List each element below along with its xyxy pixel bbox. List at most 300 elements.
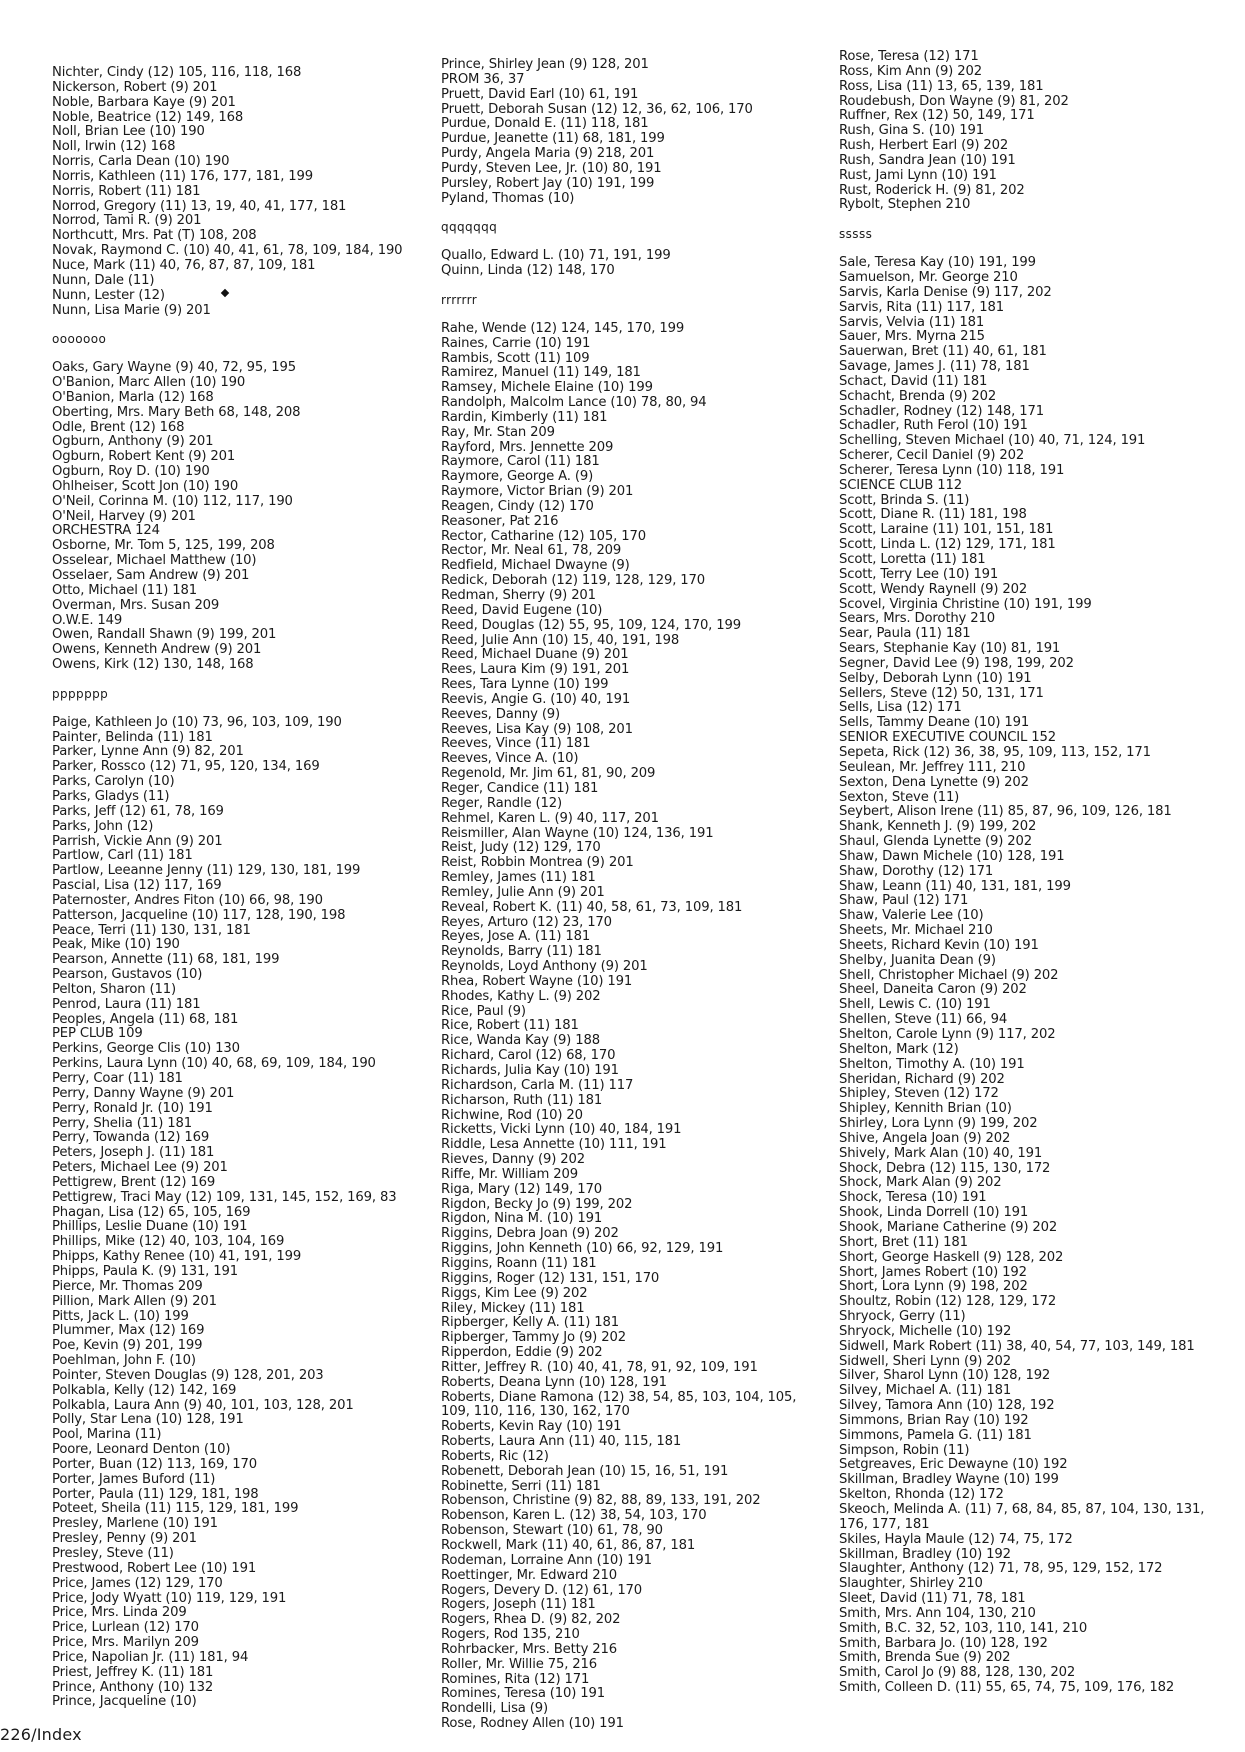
index-entry: Shellen, Steve (11) 66, 94 xyxy=(839,1012,1008,1028)
index-entry: Shock, Debra (12) 115, 130, 172 xyxy=(839,1160,1051,1176)
index-entry: Redick, Deborah (12) 119, 128, 129, 170 xyxy=(441,573,705,589)
index-entry: Reger, Candice (11) 181 xyxy=(441,780,599,796)
index-entry: Owen, Randall Shawn (9) 199, 201 xyxy=(52,627,277,643)
index-entry: Rector, Catharine (12) 105, 170 xyxy=(441,528,646,544)
index-entry: Purdy, Angela Maria (9) 218, 201 xyxy=(441,146,655,162)
index-entry: Randolph, Malcolm Lance (10) 78, 80, 94 xyxy=(441,395,707,411)
index-entry: Partlow, Carl (11) 181 xyxy=(52,848,193,864)
index-entry: Seybert, Alison Irene (11) 85, 87, 96, 109, 126, 181 xyxy=(839,804,1172,820)
index-entry: Rust, Jami Lynn (10) 191 xyxy=(839,167,997,183)
index-entry: Patterson, Jacqueline (10) 117, 128, 190, 198 xyxy=(52,907,346,923)
index-entry: Norrod, Tami R. (9) 201 xyxy=(52,213,202,229)
index-entry: Price, Mrs. Marilyn 209 xyxy=(52,1635,199,1651)
index-entry: Sear, Paula (11) 181 xyxy=(839,626,971,642)
index-entry: Polly, Star Lena (10) 128, 191 xyxy=(52,1412,244,1428)
index-entry: Reveal, Robert K. (11) 40, 58, 61, 73, 109, 181 xyxy=(441,899,743,915)
index-entry: Reyes, Jose A. (11) 181 xyxy=(441,929,591,945)
index-entry: Poteet, Sheila (11) 115, 129, 181, 199 xyxy=(52,1501,299,1517)
index-entry: Reyes, Arturo (12) 23, 170 xyxy=(441,914,612,930)
index-entry: Shelton, Timothy A. (10) 191 xyxy=(839,1056,1025,1072)
index-entry: O'Neil, Corinna M. (10) 112, 117, 190 xyxy=(52,493,293,509)
index-entry: Smith, Carol Jo (9) 88, 128, 130, 202 xyxy=(839,1665,1076,1681)
index-entry: Rose, Teresa (12) 171 xyxy=(839,49,979,64)
index-entry: Shive, Angela Joan (9) 202 xyxy=(839,1130,1011,1146)
index-entry: Rybolt, Stephen 210 xyxy=(839,197,971,213)
index-entry: Short, Lora Lynn (9) 198, 202 xyxy=(839,1279,1028,1295)
index-entry: Schelling, Steven Michael (10) 40, 71, 124, 191 xyxy=(839,433,1146,449)
index-entry: Roberts, Kevin Ray (10) 191 xyxy=(441,1419,622,1435)
index-entry: Sarvis, Karla Denise (9) 117, 202 xyxy=(839,284,1052,300)
index-entry: Norris, Carla Dean (10) 190 xyxy=(52,154,230,170)
section-letter-header: ppppppp xyxy=(52,686,109,701)
index-entry: Phillips, Leslie Duane (10) 191 xyxy=(52,1219,248,1235)
index-entry: Pascial, Lisa (12) 117, 169 xyxy=(52,878,222,894)
index-entry: Shelton, Mark (12) xyxy=(839,1041,959,1057)
index-entry: Noble, Barbara Kaye (9) 201 xyxy=(52,94,236,110)
index-entry: Pointer, Steven Douglas (9) 128, 201, 203 xyxy=(52,1367,324,1383)
index-entry: Scott, Terry Lee (10) 191 xyxy=(839,566,999,582)
index-entry: Rogers, Devery D. (12) 61, 170 xyxy=(441,1582,643,1598)
index-entry: Sellers, Steve (12) 50, 131, 171 xyxy=(839,685,1044,701)
index-entry: Price, Napolian Jr. (11) 181, 94 xyxy=(52,1649,249,1665)
index-entry: Reeves, Danny (9) xyxy=(441,706,561,722)
index-entry: Shaw, Leann (11) 40, 131, 181, 199 xyxy=(839,878,1071,894)
index-entry: Parks, Carolyn (10) xyxy=(52,774,175,790)
index-entry: Riggins, Roann (11) 181 xyxy=(441,1255,597,1271)
index-entry: Sheets, Richard Kevin (10) 191 xyxy=(839,937,1039,953)
index-entry: Ramsey, Michele Elaine (10) 199 xyxy=(441,380,653,396)
index-entry: Parks, Gladys (11) xyxy=(52,788,170,804)
index-entry: ORCHESTRA 124 xyxy=(52,523,160,539)
index-entry: Partlow, Leeanne Jenny (11) 129, 130, 181, 199 xyxy=(52,863,361,879)
index-entry: Sears, Mrs. Dorothy 210 xyxy=(839,611,995,627)
index-entry: Rohrbacker, Mrs. Betty 216 xyxy=(441,1641,618,1657)
index-entry: Pettigrew, Brent (12) 169 xyxy=(52,1174,216,1190)
index-entry: Peoples, Angela (11) 68, 181 xyxy=(52,1011,239,1027)
index-entry: Novak, Raymond C. (10) 40, 41, 61, 78, 109, 184, 190 xyxy=(52,243,403,259)
index-entry: Price, Lurlean (12) 170 xyxy=(52,1620,199,1636)
index-entry: Sheets, Mr. Michael 210 xyxy=(839,923,993,939)
index-entry: Perry, Towanda (12) 169 xyxy=(52,1130,210,1146)
index-entry: Reist, Robbin Montrea (9) 201 xyxy=(441,855,634,871)
index-entry: Roudebush, Don Wayne (9) 81, 202 xyxy=(839,93,1069,109)
index-entry: Ross, Lisa (11) 13, 65, 139, 181 xyxy=(839,78,1044,94)
index-entry: Presley, Steve (11) xyxy=(52,1546,174,1561)
index-entry: Skillman, Bradley (10) 192 xyxy=(839,1546,1011,1562)
index-entry: Ripberger, Kelly A. (11) 181 xyxy=(441,1315,619,1331)
index-entry: Shaw, Valerie Lee (10) xyxy=(839,908,984,924)
index-entry: Phillips, Mike (12) 40, 103, 104, 169 xyxy=(52,1234,285,1250)
index-entry: Priest, Jeffrey K. (11) 181 xyxy=(52,1664,214,1680)
index-entry: Rees, Tara Lynne (10) 199 xyxy=(441,677,609,693)
index-entry: Rehmel, Karen L. (9) 40, 117, 201 xyxy=(441,810,659,826)
index-entry: Simpson, Robin (11) xyxy=(839,1442,970,1458)
index-entry: Sarvis, Velvia (11) 181 xyxy=(839,314,985,330)
index-entry: Raymore, George A. (9) xyxy=(441,469,594,485)
index-entry: Sale, Teresa Kay (10) 191, 199 xyxy=(839,255,1036,271)
index-entry: SCIENCE CLUB 112 xyxy=(839,477,962,493)
index-entry: Sears, Stephanie Kay (10) 81, 191 xyxy=(839,641,1061,657)
index-entry: Oaks, Gary Wayne (9) 40, 72, 95, 195 xyxy=(52,360,296,376)
index-entry: Ricketts, Vicki Lynn (10) 40, 184, 191 xyxy=(441,1122,682,1138)
index-entry: Purdue, Donald E. (11) 118, 181 xyxy=(441,116,649,132)
index-entry: Reevis, Angie G. (10) 40, 191 xyxy=(441,691,631,707)
index-entry: Price, James (12) 129, 170 xyxy=(52,1575,223,1591)
index-entry: Reed, Julie Ann (10) 15, 40, 191, 198 xyxy=(441,632,680,648)
index-entry: Setgreaves, Eric Dewayne (10) 192 xyxy=(839,1457,1068,1473)
index-entry: Slaughter, Anthony (12) 71, 78, 95, 129, 152, 172 xyxy=(839,1561,1163,1577)
index-entry: Pearson, Gustavos (10) xyxy=(52,967,203,983)
index-entry: Nunn, Dale (11) xyxy=(52,272,155,288)
index-entry: Ogburn, Anthony (9) 201 xyxy=(52,434,214,450)
index-entry: Schact, David (11) 181 xyxy=(839,373,988,389)
index-entry: Smith, Colleen D. (11) 55, 65, 74, 75, 109, 176, 182 xyxy=(839,1680,1175,1696)
index-entry: Robenson, Christine (9) 82, 88, 89, 133, 191, 202 xyxy=(441,1493,761,1509)
index-entry: Shaw, Dorothy (12) 171 xyxy=(839,863,994,879)
index-entry: Riggins, John Kenneth (10) 66, 92, 129, 191 xyxy=(441,1241,724,1257)
index-entry: Purdy, Steven Lee, Jr. (10) 80, 191 xyxy=(441,160,662,176)
index-entry: Rector, Mr. Neal 61, 78, 209 xyxy=(441,543,622,559)
index-entry: Roberts, Diane Ramona (12) 38, 54, 85, 103, 104, 105, 109, 110, 116, 130, 162, 170 xyxy=(441,1389,797,1420)
index-entry: Richarson, Ruth (11) 181 xyxy=(441,1092,603,1108)
index-entry: Rice, Robert (11) 181 xyxy=(441,1018,579,1034)
index-entry: Perry, Danny Wayne (9) 201 xyxy=(52,1085,235,1101)
index-entry: Schadler, Ruth Ferol (10) 191 xyxy=(839,418,1028,434)
index-entry: Ripperdon, Eddie (9) 202 xyxy=(441,1345,603,1361)
index-entry: O'Banion, Marc Allen (10) 190 xyxy=(52,375,246,391)
index-entry: Nunn, Lisa Marie (9) 201 xyxy=(52,302,211,318)
index-entry: Sidwell, Sheri Lynn (9) 202 xyxy=(839,1353,1011,1369)
index-entry: Presley, Penny (9) 201 xyxy=(52,1531,197,1547)
index-entry: Shryock, Michelle (10) 192 xyxy=(839,1323,1012,1339)
index-entry: Prince, Anthony (10) 132 xyxy=(52,1679,214,1695)
index-entry: Scott, Wendy Raynell (9) 202 xyxy=(839,581,1028,597)
index-entry: Shell, Christopher Michael (9) 202 xyxy=(839,967,1059,983)
index-entry: Riggs, Kim Lee (9) 202 xyxy=(441,1285,588,1301)
index-entry: Short, James Robert (10) 192 xyxy=(839,1264,1027,1280)
index-entry: Ogburn, Robert Kent (9) 201 xyxy=(52,449,236,465)
index-entry: Shelby, Juanita Dean (9) xyxy=(839,952,996,968)
index-entry: Shaw, Dawn Michele (10) 128, 191 xyxy=(839,848,1065,864)
index-entry: Penrod, Laura (11) 181 xyxy=(52,996,201,1012)
index-entry: Perry, Ronald Jr. (10) 191 xyxy=(52,1100,213,1116)
index-entry: Nuce, Mark (11) 40, 76, 87, 87, 109, 181 xyxy=(52,257,316,273)
index-entry: Pursley, Robert Jay (10) 191, 199 xyxy=(441,175,655,191)
index-entry: Parker, Rossco (12) 71, 95, 120, 134, 169 xyxy=(52,759,320,775)
index-entry: Overman, Mrs. Susan 209 xyxy=(52,597,220,613)
index-entry: Scott, Loretta (11) 181 xyxy=(839,552,986,567)
index-entry: Paternoster, Andres Fiton (10) 66, 98, 190 xyxy=(52,892,323,908)
index-entry: Regenold, Mr. Jim 61, 81, 90, 209 xyxy=(441,766,656,782)
index-entry: Riffe, Mr. William 209 xyxy=(441,1166,578,1182)
index-column-3 xyxy=(839,50,1209,1696)
index-entry: Richards, Julia Kay (10) 191 xyxy=(441,1063,619,1078)
index-entry: Reeves, Lisa Kay (9) 108, 201 xyxy=(441,721,633,737)
index-entry: Oberting, Mrs. Mary Beth 68, 148, 208 xyxy=(52,404,301,420)
index-entry: Reed, Douglas (12) 55, 95, 109, 124, 170, 199 xyxy=(441,617,741,633)
index-entry: Phagan, Lisa (12) 65, 105, 169 xyxy=(52,1204,251,1220)
index-entry: Owens, Kenneth Andrew (9) 201 xyxy=(52,642,262,658)
index-entry: Redfield, Michael Dwayne (9) xyxy=(441,558,630,574)
index-entry: Perkins, Laura Lynn (10) 40, 68, 69, 109, 184, 190 xyxy=(52,1056,376,1072)
index-entry: Porter, Buan (12) 113, 169, 170 xyxy=(52,1456,257,1472)
index-entry: Poehlman, John F. (10) xyxy=(52,1353,196,1369)
index-entry: Ruffner, Rex (12) 50, 149, 171 xyxy=(839,108,1035,124)
index-entry: Porter, Paula (11) 129, 181, 198 xyxy=(52,1486,259,1502)
index-entry: Shaw, Paul (12) 171 xyxy=(839,893,969,909)
index-entry: Rigdon, Nina M. (10) 191 xyxy=(441,1211,603,1227)
index-entry: Reagen, Cindy (12) 170 xyxy=(441,498,594,514)
index-entry: Riggins, Roger (12) 131, 151, 170 xyxy=(441,1270,660,1286)
index-entry: Perkins, George Clis (10) 130 xyxy=(52,1041,240,1057)
index-entry: Rust, Roderick H. (9) 81, 202 xyxy=(839,182,1025,198)
index-entry: Pearson, Annette (11) 68, 181, 199 xyxy=(52,952,280,968)
index-entry: Ohlheiser, Scott Jon (10) 190 xyxy=(52,478,239,494)
index-entry: Presley, Marlene (10) 191 xyxy=(52,1516,218,1532)
index-entry: Norris, Robert (11) 181 xyxy=(52,183,201,199)
index-entry: Rayford, Mrs. Jennette 209 xyxy=(441,439,614,455)
index-entry: Rhodes, Kathy L. (9) 202 xyxy=(441,988,601,1004)
index-entry: Shipley, Steven (12) 172 xyxy=(839,1086,999,1102)
index-entry: Samuelson, Mr. George 210 xyxy=(839,269,1018,285)
index-entry: Richard, Carol (12) 68, 170 xyxy=(441,1048,616,1064)
index-entry: Skiles, Hayla Maule (12) 74, 75, 172 xyxy=(839,1531,1073,1547)
index-entry: Roberts, Laura Ann (11) 40, 115, 181 xyxy=(441,1434,682,1450)
index-entry: Pitts, Jack L. (10) 199 xyxy=(52,1308,189,1324)
index-entry: Nichter, Cindy (12) 105, 116, 118, 168 xyxy=(52,65,302,80)
index-entry: Reynolds, Barry (11) 181 xyxy=(441,944,602,960)
index-entry: Ross, Kim Ann (9) 202 xyxy=(839,63,982,79)
index-entry: Rockwell, Mark (11) 40, 61, 86, 87, 181 xyxy=(441,1538,696,1553)
index-entry: Rees, Laura Kim (9) 191, 201 xyxy=(441,662,630,678)
index-entry: Scherer, Cecil Daniel (9) 202 xyxy=(839,448,1025,464)
index-entry: Reeves, Vince A. (10) xyxy=(441,751,579,767)
index-entry: Sidwell, Mark Robert (11) 38, 40, 54, 77, 103, 149, 181 xyxy=(839,1338,1195,1354)
page-label: 226/Index xyxy=(0,1725,82,1744)
index-entry: Osselear, Michael Matthew (10) xyxy=(52,553,257,569)
index-entry: Rice, Wanda Kay (9) 188 xyxy=(441,1033,600,1049)
index-entry: Smith, Barbara Jo. (10) 128, 192 xyxy=(839,1635,1048,1651)
index-entry: Short, George Haskell (9) 128, 202 xyxy=(839,1249,1064,1265)
index-entry: Robinette, Serri (11) 181 xyxy=(441,1478,601,1494)
index-entry: Scherer, Teresa Lynn (10) 118, 191 xyxy=(839,462,1065,478)
index-entry: Pelton, Sharon (11) xyxy=(52,981,177,997)
index-entry: Silvey, Tamora Ann (10) 128, 192 xyxy=(839,1398,1055,1414)
index-entry: Sauer, Mrs. Myrna 215 xyxy=(839,329,985,345)
index-entry: Shoultz, Robin (12) 128, 129, 172 xyxy=(839,1294,1057,1310)
index-entry: Shell, Lewis C. (10) 191 xyxy=(839,997,991,1013)
index-entry: Shock, Mark Alan (9) 202 xyxy=(839,1175,1002,1191)
index-entry: Rice, Paul (9) xyxy=(441,1003,526,1019)
index-entry: Poore, Leonard Denton (10) xyxy=(52,1442,231,1458)
index-entry: Smith, B.C. 32, 52, 103, 110, 141, 210 xyxy=(839,1620,1088,1636)
index-entry: Polkabla, Kelly (12) 142, 169 xyxy=(52,1382,237,1398)
index-entry: Otto, Michael (11) 181 xyxy=(52,582,198,598)
index-entry: Plummer, Max (12) 169 xyxy=(52,1323,205,1339)
index-entry: Nickerson, Robert (9) 201 xyxy=(52,79,218,95)
index-entry: Peters, Michael Lee (9) 201 xyxy=(52,1160,228,1176)
index-entry: Rush, Herbert Earl (9) 202 xyxy=(839,138,1009,154)
index-entry: Poe, Kevin (9) 201, 199 xyxy=(52,1338,203,1354)
index-entry: Schacht, Brenda (9) 202 xyxy=(839,388,997,404)
index-entry: Pierce, Mr. Thomas 209 xyxy=(52,1278,203,1294)
index-entry: Shook, Linda Dorrell (10) 191 xyxy=(839,1205,1029,1221)
index-entry: Norris, Kathleen (11) 176, 177, 181, 199 xyxy=(52,168,314,184)
index-entry: Roberts, Deana Lynn (10) 128, 191 xyxy=(441,1374,667,1390)
index-entry: Riga, Mary (12) 149, 170 xyxy=(441,1181,602,1197)
index-entry: Norrod, Gregory (11) 13, 19, 40, 41, 177, 181 xyxy=(52,198,347,214)
index-entry: Rahe, Wende (12) 124, 145, 170, 199 xyxy=(441,320,685,336)
index-entry: Prince, Jacqueline (10) xyxy=(52,1694,197,1710)
index-entry: Quallo, Edward L. (10) 71, 191, 199 xyxy=(441,248,671,264)
index-entry: Shirley, Lora Lynn (9) 199, 202 xyxy=(839,1116,1038,1132)
index-entry: Schadler, Rodney (12) 148, 171 xyxy=(839,403,1044,419)
index-entry: Short, Bret (11) 181 xyxy=(839,1234,968,1250)
index-entry: Peace, Terri (11) 130, 131, 181 xyxy=(52,922,251,938)
index-entry: Seulean, Mr. Jeffrey 111, 210 xyxy=(839,759,1026,775)
index-entry: Rogers, Rod 135, 210 xyxy=(441,1627,580,1643)
index-entry: Pillion, Mark Allen (9) 201 xyxy=(52,1293,217,1309)
index-entry: Parker, Lynne Ann (9) 82, 201 xyxy=(52,744,244,760)
index-entry: Shock, Teresa (10) 191 xyxy=(839,1190,987,1206)
index-entry: Scott, Laraine (11) 101, 151, 181 xyxy=(839,522,1054,538)
index-entry: Slaughter, Shirley 210 xyxy=(839,1576,983,1592)
index-entry: Phipps, Kathy Renee (10) 41, 191, 199 xyxy=(52,1249,302,1265)
index-entry: Shively, Mark Alan (10) 40, 191 xyxy=(839,1145,1043,1161)
index-entry: Reynolds, Loyd Anthony (9) 201 xyxy=(441,959,648,975)
index-entry: Riley, Mickey (11) 181 xyxy=(441,1300,585,1316)
index-entry: PROM 36, 37 xyxy=(441,71,525,87)
index-entry: Reeves, Vince (11) 181 xyxy=(441,736,591,752)
index-entry: Shank, Kenneth J. (9) 199, 202 xyxy=(839,819,1037,835)
index-entry: Ogburn, Roy D. (10) 190 xyxy=(52,464,210,480)
index-entry: Prince, Shirley Jean (9) 128, 201 xyxy=(441,57,649,72)
index-entry: Porter, James Buford (11) xyxy=(52,1471,216,1487)
index-entry: Noll, Irwin (12) 168 xyxy=(52,139,176,155)
index-entry: Shelton, Carole Lynn (9) 117, 202 xyxy=(839,1027,1056,1042)
index-entry: Rieves, Danny (9) 202 xyxy=(441,1152,585,1168)
index-entry: O.W.E. 149 xyxy=(52,612,123,628)
index-entry: Scott, Diane R. (11) 181, 198 xyxy=(839,507,1027,523)
index-entry: Pool, Marina (11) xyxy=(52,1427,162,1443)
index-entry: Silvey, Michael A. (11) 181 xyxy=(839,1383,1012,1399)
index-entry: Painter, Belinda (11) 181 xyxy=(52,729,213,745)
index-entry: Sexton, Steve (11) xyxy=(839,789,960,805)
index-entry: Reasoner, Pat 216 xyxy=(441,513,559,529)
index-entry: Pruett, Deborah Susan (12) 12, 36, 62, 106, 170 xyxy=(441,101,753,117)
index-entry: Purdue, Jeanette (11) 68, 181, 199 xyxy=(441,131,665,147)
index-entry: Parks, Jeff (12) 61, 78, 169 xyxy=(52,803,224,819)
index-entry: Paige, Kathleen Jo (10) 73, 96, 103, 109, 190 xyxy=(52,714,342,730)
index-entry: Ripberger, Tammy Jo (9) 202 xyxy=(441,1330,626,1346)
index-entry: Owens, Kirk (12) 130, 148, 168 xyxy=(52,657,254,673)
index-entry: Ramirez, Manuel (11) 149, 181 xyxy=(441,365,641,381)
index-entry: Riddle, Lesa Annette (10) 111, 191 xyxy=(441,1137,667,1153)
index-entry: Ritter, Jeffrey R. (10) 40, 41, 78, 91, 92, 109, 191 xyxy=(441,1359,758,1375)
index-entry: Silver, Sharol Lynn (10) 128, 192 xyxy=(839,1368,1051,1384)
index-entry: Sepeta, Rick (12) 36, 38, 95, 109, 113, 152, 171 xyxy=(839,744,1151,760)
index-entry: Raymore, Carol (11) 181 xyxy=(441,454,600,470)
index-entry: Rose, Rodney Allen (10) 191 xyxy=(441,1716,624,1732)
index-entry: Noll, Brian Lee (10) 190 xyxy=(52,124,205,140)
index-entry: Roller, Mr. Willie 75, 216 xyxy=(441,1656,598,1672)
index-entry: Reismiller, Alan Wayne (10) 124, 136, 191 xyxy=(441,825,714,841)
index-entry: Shook, Mariane Catherine (9) 202 xyxy=(839,1219,1058,1235)
index-entry: Perry, Coar (11) 181 xyxy=(52,1071,183,1086)
index-entry: Riggins, Debra Joan (9) 202 xyxy=(441,1226,619,1242)
index-entry: Rondelli, Lisa (9) xyxy=(441,1701,548,1717)
index-entry: Savage, James J. (11) 78, 181 xyxy=(839,359,1030,375)
index-entry: Remley, James (11) 181 xyxy=(441,870,596,886)
index-entry: Peters, Joseph J. (11) 181 xyxy=(52,1145,215,1161)
index-entry: Selby, Deborah Lynn (10) 191 xyxy=(839,670,1032,686)
index-entry: O'Neil, Harvey (9) 201 xyxy=(52,508,196,524)
index-entry: Rhea, Robert Wayne (10) 191 xyxy=(441,973,633,989)
index-entry: Scovel, Virginia Christine (10) 191, 199 xyxy=(839,596,1092,612)
index-entry: Quinn, Linda (12) 148, 170 xyxy=(441,263,615,279)
index-entry: Rogers, Rhea D. (9) 82, 202 xyxy=(441,1612,621,1628)
index-column-2 xyxy=(441,58,811,1732)
index-entry: Prestwood, Robert Lee (10) 191 xyxy=(52,1560,257,1576)
index-entry: Parks, John (12) xyxy=(52,818,154,834)
index-entry: Sells, Tammy Deane (10) 191 xyxy=(839,715,1030,731)
index-entry: Osselaer, Sam Andrew (9) 201 xyxy=(52,568,250,583)
index-entry: PEP CLUB 109 xyxy=(52,1026,143,1042)
index-entry: Pettigrew, Traci May (12) 109, 131, 145, 152, 169, 83 xyxy=(52,1189,397,1205)
section-letter-header: sssss xyxy=(839,227,873,242)
index-entry: Nunn, Lester (12) xyxy=(52,287,165,303)
index-entry: Robenett, Deborah Jean (10) 15, 16, 51, 191 xyxy=(441,1463,729,1479)
index-entry: Scott, Brinda S. (11) xyxy=(839,492,970,508)
index-entry: Sheel, Daneita Caron (9) 202 xyxy=(839,982,1027,998)
index-entry: Robenson, Stewart (10) 61, 78, 90 xyxy=(441,1523,663,1539)
index-entry: SENIOR EXECUTIVE COUNCIL 152 xyxy=(839,730,1056,746)
index-entry: Smith, Mrs. Ann 104, 130, 210 xyxy=(839,1605,1036,1621)
index-entry: Richwine, Rod (10) 20 xyxy=(441,1107,583,1123)
index-entry: Rush, Sandra Jean (10) 191 xyxy=(839,152,1016,168)
index-entry: Parrish, Vickie Ann (9) 201 xyxy=(52,833,223,849)
index-entry: Shryock, Gerry (11) xyxy=(839,1309,966,1325)
index-entry: Sleet, David (11) 71, 78, 181 xyxy=(839,1591,1026,1607)
index-entry: Rambis, Scott (11) 109 xyxy=(441,350,590,366)
index-entry: Richardson, Carla M. (11) 117 xyxy=(441,1077,634,1093)
index-entry: Robenson, Karen L. (12) 38, 54, 103, 170 xyxy=(441,1508,707,1524)
index-column-1 xyxy=(52,66,422,1710)
index-entry: Redman, Sherry (9) 201 xyxy=(441,588,596,603)
page-footer xyxy=(0,1725,82,1744)
index-entry: Skelton, Rhonda (12) 172 xyxy=(839,1487,1004,1503)
index-entry: Reger, Randle (12) xyxy=(441,795,562,811)
index-entry: Shipley, Kennith Brian (10) xyxy=(839,1101,1012,1117)
index-entry: Smith, Brenda Sue (9) 202 xyxy=(839,1650,1011,1666)
index-entry: Pruett, David Earl (10) 61, 191 xyxy=(441,86,639,102)
index-entry: Noble, Beatrice (12) 149, 168 xyxy=(52,109,244,125)
index-entry: Rogers, Joseph (11) 181 xyxy=(441,1597,596,1613)
index-entry: Sells, Lisa (12) 171 xyxy=(839,700,962,716)
index-entry: Price, Jody Wyatt (10) 119, 129, 191 xyxy=(52,1590,287,1606)
index-entry: Odle, Brent (12) 168 xyxy=(52,419,185,435)
index-entry: Sheridan, Richard (9) 202 xyxy=(839,1071,1005,1087)
index-entry: Roberts, Ric (12) xyxy=(441,1448,549,1464)
index-entry: Sauerwan, Bret (11) 40, 61, 181 xyxy=(839,344,1047,360)
index-entry: Northcutt, Mrs. Pat (T) 108, 208 xyxy=(52,228,257,244)
index-entry: Rigdon, Becky Jo (9) 199, 202 xyxy=(441,1196,633,1212)
index-entry: Romines, Rita (12) 171 xyxy=(441,1671,590,1687)
index-entry: Rush, Gina S. (10) 191 xyxy=(839,123,984,139)
index-entry: Skeoch, Melinda A. (11) 7, 68, 84, 85, 87, 104, 130, 131, 176, 177, 181 xyxy=(839,1502,1205,1532)
index-entry: Polkabla, Laura Ann (9) 40, 101, 103, 128, 201 xyxy=(52,1397,354,1413)
index-entry: Raymore, Victor Brian (9) 201 xyxy=(441,484,634,500)
